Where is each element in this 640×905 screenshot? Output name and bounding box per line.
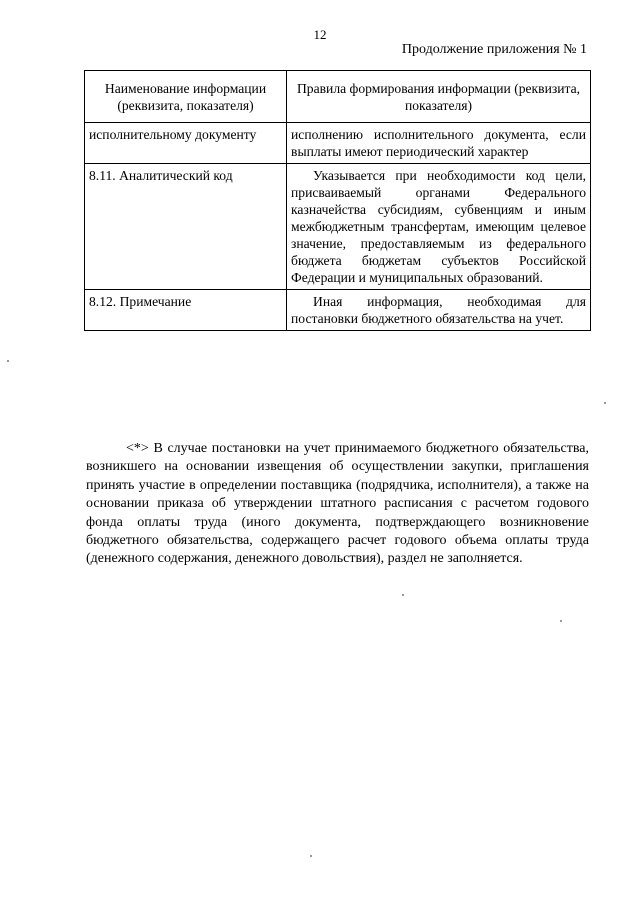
scan-speck [402, 594, 404, 596]
page-number: 12 [313, 27, 327, 42]
table-row [85, 123, 591, 164]
row-rule-cell: исполнению исполнительного документа, если выплаты имеют периодический характер [287, 123, 591, 164]
scan-speck [560, 620, 562, 622]
scan-speck [7, 360, 9, 362]
header-cell-rule: Правила формирования информации (реквизита, показателя) [287, 71, 591, 123]
info-table [84, 70, 591, 331]
scan-speck [604, 402, 606, 404]
table-row [85, 290, 591, 331]
appendix-continuation-note: Продолжение приложения № 1 [401, 42, 587, 57]
table-row [85, 164, 591, 290]
footnote-paragraph: <*> В случае постановки на учет принимаемого бюджетного обязательства, возникшего на основании извещения об осуществлении закупки, приглашения принять участие в определении поставщика (подрядчика, исполнителя), а также на основании приказа об утверждении штатного расписания с расчетом годового фонда оплаты труда (иного документа, подтверждающего возникновение бюджетного обязательства, содержащего расчет годового объема оплаты труда (денежного содержания, денежного довольствия), раздел не заполняется. [86, 441, 589, 567]
row-rule-cell: Указывается при необходимости код цели, присваиваемый органами Федерального казначейства субсидиям, субвенциям и иным межбюджетным трансфертам, имеющим целевое значение, предоставляемым из федерального бюджета бюджетам субъектов Российской Федерации и муниципальных образований. [287, 164, 591, 290]
row-rule-cell: Иная информация, необходимая для постановки бюджетного обязательства на учет. [287, 290, 591, 331]
row-name-cell: исполнительному документу [85, 123, 287, 164]
table-header-row [85, 71, 591, 123]
row-name-cell: 8.11. Аналитический код [85, 164, 287, 290]
row-name-cell: 8.12. Примечание [85, 290, 287, 331]
scan-speck [310, 855, 312, 857]
header-cell-name: Наименование информации (реквизита, показателя) [85, 71, 287, 123]
